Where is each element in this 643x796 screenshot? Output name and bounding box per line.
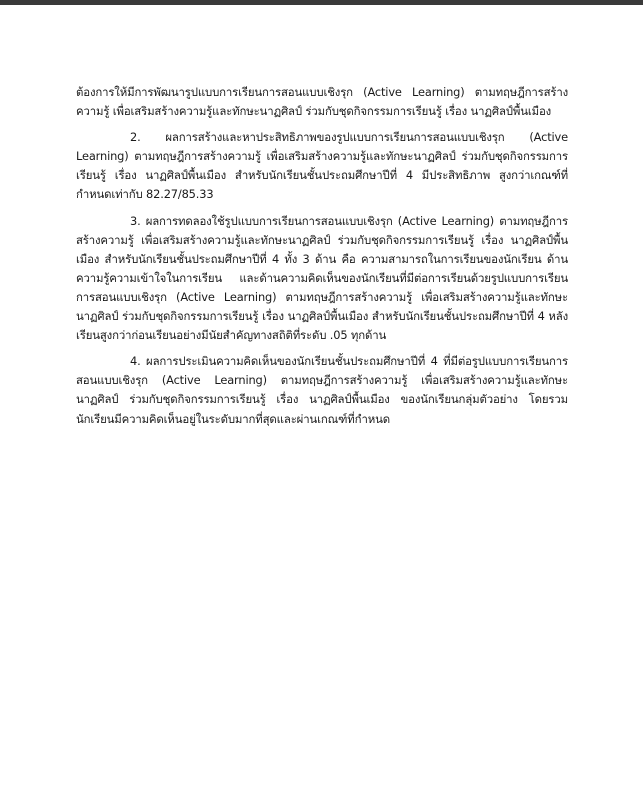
paragraph-result-2: 2. ผลการสร้างและหาประสิทธิภาพของรูปแบบการเรียนการสอนแบบเชิงรุก (Active Learning) ตามทฤษฎีการสร้างความรู้ เพื่อเสริมสร้างความรู้และทักษะนาฏศิลป์ ร่วมกับชุดกิจกรรมการเรียนรู้ เรื่อง นาฏศิลป์พื้นเมือง สำหรับนักเรียนชั้นประถมศึกษาปีที่ 4 มีประสิทธิภาพ สูงกว่าเกณฑ์ที่กำหนดเท่ากับ 82.27/85.33: [76, 130, 568, 202]
document-page: [0, 5, 643, 796]
document-body: [76, 83, 568, 436]
paragraph-result-3: 3. ผลการทดลองใช้รูปแบบการเรียนการสอนแบบเชิงรุก (Active Learning) ตามทฤษฎีการสร้างความรู้ เพื่อเสริมสร้างความรู้และทักษะนาฏศิลป์ ร่วมกับชุดกิจกรรมการเรียนรู้ เรื่อง นาฏศิลป์พื้นเมือง สำหรับนักเรียนชั้นประถมศึกษาปีที่ 4 ทั้ง 3 ด้าน คือ ความสามารถในการเรียนของนักเรียน ด้านความรู้ความเข้าใจในการเรียน และด้านความคิดเห็นของนักเรียนที่มีต่อการเรียนด้วยรูปแบบการเรียนการสอนแบบเชิงรุก (Active Learning) ตามทฤษฎีการสร้างความรู้ เพื่อเสริมสร้างความรู้และทักษะนาฏศิลป์ ร่วมกับชุดกิจกรรมการเรียนรู้ เรื่อง นาฏศิลป์พื้นเมือง สำหรับนักเรียนชั้นประถมศึกษาปีที่ 4 หลังเรียนสูงกว่าก่อนเรียนอย่างมีนัยสำคัญทางสถิติที่ระดับ .05 ทุกด้าน: [76, 213, 568, 343]
paragraph-continuation: ต้องการให้มีการพัฒนารูปแบบการเรียนการสอนแบบเชิงรุก (Active Learning) ตามทฤษฎีการสร้างความรู้ เพื่อเสริมสร้างความรู้และทักษะนาฏศิลป์ ร่วมกับชุดกิจกรรมการเรียนรู้ เรื่อง นาฏศิลป์พื้นเมือง: [76, 85, 568, 119]
paragraph-result-4: 4. ผลการประเมินความคิดเห็นของนักเรียนชั้นประถมศึกษาปีที่ 4 ที่มีต่อรูปแบบการเรียนการสอนแบบเชิงรุก (Active Learning) ตามทฤษฎีการสร้างความรู้ เพื่อเสริมสร้างความรู้และทักษะนาฏศิลป์ ร่วมกับชุดกิจกรรมการเรียนรู้ เรื่อง นาฏศิลป์พื้นเมือง ของนักเรียนกลุ่มตัวอย่าง โดยรวมนักเรียนมีความคิดเห็นอยู่ในระดับมากที่สุดและผ่านเกณฑ์ที่กำหนด: [76, 354, 568, 426]
